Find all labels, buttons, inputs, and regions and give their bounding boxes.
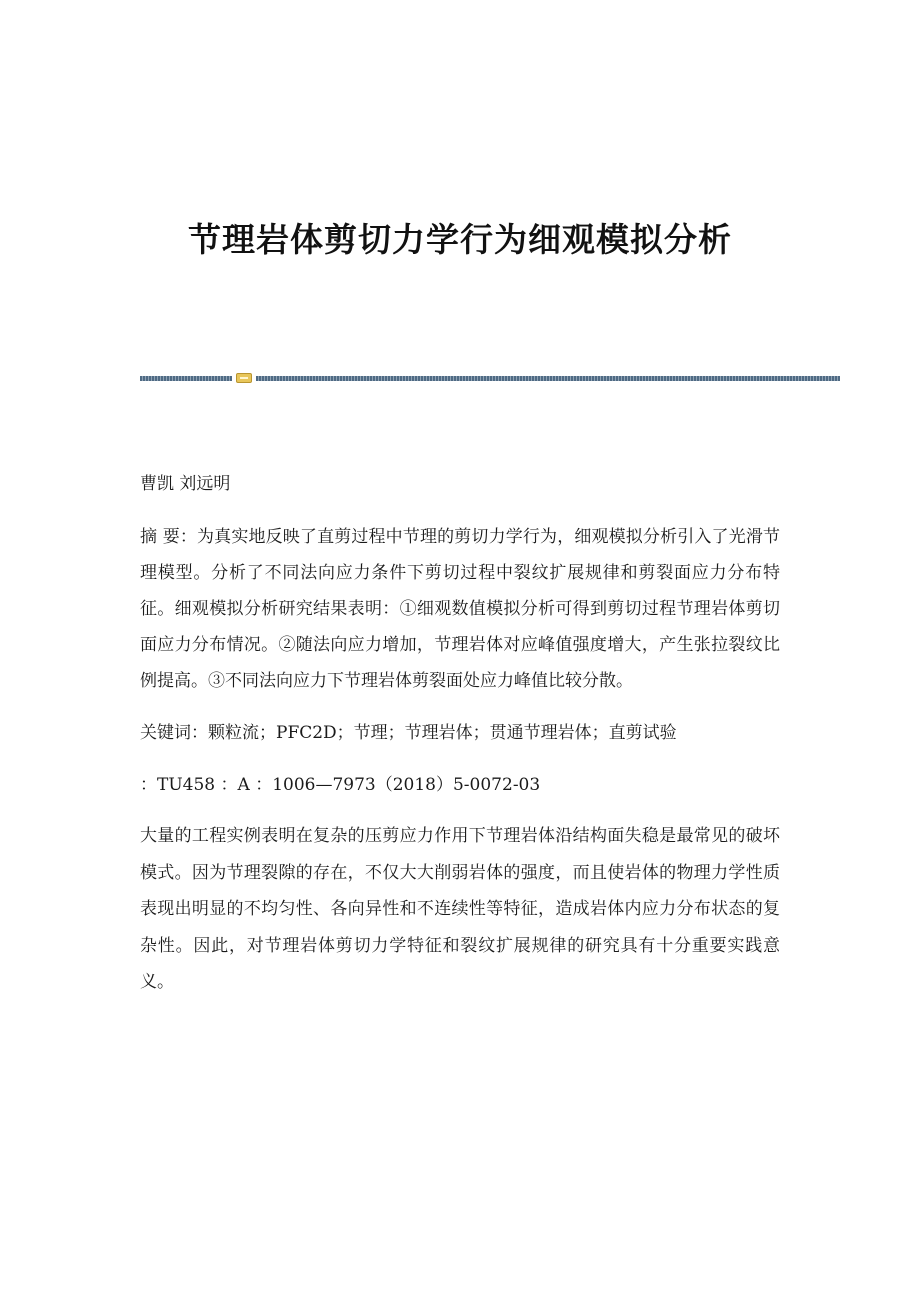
body-paragraph: 大量的工程实例表明在复杂的压剪应力作用下节理岩体沿结构面失稳是最常见的破坏模式。因为节理裂隙的存在，不仅大大削弱岩体的强度，而且使岩体的物理力学性质表现出明显的不均匀性、各向异性和不连续性等特征，造成岩体内应力分布状态的复杂性。因此，对节理岩体剪切力学特征和裂纹扩展规律的研究具有十分重要实践意义。: [140, 826, 780, 992]
keywords-text: 颗粒流；PFC2D；节理；节理岩体；贯通节理岩体；直剪试验: [208, 723, 677, 743]
classification-codes: ：TU458 ：A ：1006—7973（2018）5-0072-03: [140, 775, 541, 795]
divider-bar-left: [140, 376, 232, 381]
page-title: 节理岩体剪切力学行为细观模拟分析: [188, 220, 732, 259]
divider-bar-right: [256, 376, 840, 381]
keywords-label: 关键词：: [140, 723, 208, 743]
authors: 曹凯 刘远明: [140, 474, 231, 494]
title-divider: [140, 373, 840, 383]
abstract: [140, 519, 780, 699]
divider-ornament-icon: [236, 373, 252, 383]
keywords: [140, 715, 780, 751]
abstract-label: 摘 要：: [140, 527, 198, 547]
abstract-text: 为真实地反映了直剪过程中节理的剪切力学行为，细观模拟分析引入了光滑节理模型。分析了不同法向应力条件下剪切过程中裂纹扩展规律和剪裂面应力分布特征。细观模拟分析研究结果表明：①细观数值模拟分析可得到剪切过程节理岩体剪切面应力分布情况。②随法向应力增加，节理岩体对应峰值强度增大，产生张拉裂纹比例提高。③不同法向应力下节理岩体剪裂面处应力峰值比较分散。: [140, 527, 781, 691]
article-content: [140, 466, 780, 1001]
